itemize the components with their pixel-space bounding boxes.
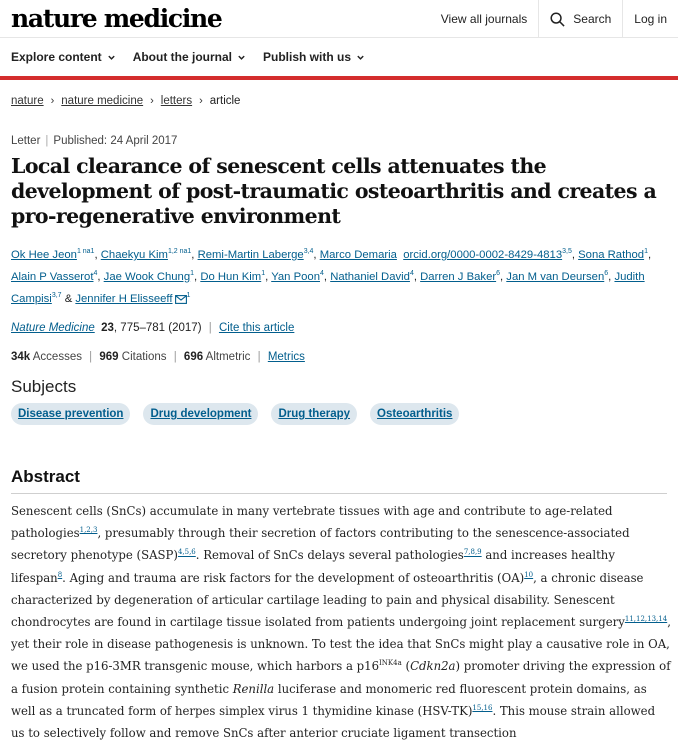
author-ampersand: & [64,293,73,305]
subject-chips [11,403,472,425]
abstract-heading: Abstract [11,467,80,486]
nav-explore-content[interactable] [11,50,116,64]
accesses-label: Accesses [32,351,82,363]
author-affiliation[interactable]: 1 [261,270,266,278]
reference-link[interactable]: 7,8,9 [463,548,482,557]
article-title: Local clearance of senescent cells attenuates the development of post-traumatic osteoarthritis and creates a pro-regenerative environment [11,154,657,228]
author-link[interactable]: Darren J Baker [420,271,497,283]
journal-pages: , 775–781 (2017) [113,322,202,334]
author-link[interactable]: Ok Hee Jeon [11,249,77,261]
author-link[interactable]: Jennifer H Elisseeff [75,293,173,305]
author-link[interactable]: Chaekyu Kim [100,249,168,261]
author-link[interactable]: Jan M van Deursen [506,271,605,283]
altmetric-count: 696 [183,351,204,363]
chevron-down-icon [356,53,365,62]
top-header [0,0,678,38]
reference-link[interactable]: 1,2,3 [79,526,98,535]
subject-chip-drug-therapy[interactable]: Drug therapy [271,403,357,425]
author-link[interactable]: Judith Campisi [11,271,645,305]
article-meta: Letter | Published: 24 April 2017 [11,135,178,147]
orcid-link[interactable]: orcid.org/0000-0002-8429-4813 [403,249,563,261]
reference-link[interactable]: 15,16 [472,703,493,712]
search-icon [550,12,565,27]
citations-label: Citations [121,351,167,363]
author-affiliation[interactable]: 4 [409,270,414,278]
author-affiliation[interactable]: 4 [93,270,98,278]
nav-about-journal[interactable] [133,50,246,64]
reference-link[interactable]: 11,12,13,14 [624,615,668,624]
nav-label: Publish with us [263,50,352,64]
author-affiliation[interactable]: 4 [320,270,324,278]
author-link[interactable]: Nathaniel David [330,271,410,283]
subject-chip-disease-prevention[interactable]: Disease prevention [11,403,130,425]
author-list: Ok Hee Jeon$^{1 na1}$, Chaekyu Kim$^{1,2 na1}$, Remi-Martin Laberge$^{3,4}$, Marco Demaria orcid.org/0000-0002-8429-4813$^{3,5}$, Sona Rathod$^1$, Alain P Vasserot$^4$, Jae Wook Chung$^1$, Do Hun Kim$^1$, Yan Poon$^4$, Nathaniel David$^4$, Darren J Baker$^6$, Jan M van Deursen$^6$, Judith Campisi$^{3,7}$ & Jennifer H Elisseeff $^1$ [11,248,652,305]
search-label: Search [573,12,612,26]
site-logo[interactable]: nature medicine [11,4,222,33]
chevron-down-icon [237,53,246,62]
author-affiliation[interactable]: 6 [604,270,609,278]
breadcrumb-nature[interactable]: nature [11,95,44,107]
breadcrumb-separator: › [199,95,203,107]
nav-publish-with-us[interactable] [263,50,365,64]
author-affiliation[interactable]: 3,5 [562,248,572,256]
metrics-link[interactable]: Metrics [267,351,305,363]
abstract-text: Senescent cells (SnCs) accumulate in many vertebrate tissues with age and contribute to age-related pathologies$^{1,2,3}$, presumably through their secretion of factors contributing to the senescence-associated secretory phenotype (SASP)$^{4,5,6}$. Removal of SnCs delays several pathologies$^{7,8,9}$ and increases healthy lifespan$^8$. Aging and trauma are risk factors for the development of osteoarthritis (OA)$^{10}$, a chronic disease characterized by degeneration of articular cartilage leading to pain and physical disability. Senescent chondrocytes are found in cartilage tissue isolated from patients undergoing joint replacement surgery$^{11,12,13,14}$, yet their role in disease pathogenesis is unknown. To test the idea that SnCs might play a causative role in OA, we used the p16-3MR transgenic mouse, which harbors a $p16^{INK4a}$ (Cdkn2a) promoter driving the expression of a fusion protein containing synthetic Renilla luciferase and monomeric red fluorescent protein domains, as well as a truncated form of herpes simplex virus 1 thymidine kinase (HSV-TK)$^{15,16}$. This mouse strain allowed us to selectively follow and remove SnCs after anterior cruciate ligament transection [11,504,671,741]
article-metrics: 34k Accesses | 969 Citations | 696 Altmetric | Metrics [11,351,305,363]
author-affiliation[interactable]: 1 [190,270,195,278]
author-link[interactable]: Do Hun Kim [200,271,262,283]
author-affiliation[interactable]: 3,4 [303,248,314,256]
author-affiliation[interactable]: 1 na1 [76,248,95,256]
abstract-divider [11,493,667,494]
author-link[interactable]: Remi-Martin Laberge [197,249,304,261]
search-button[interactable] [538,0,622,38]
subject-chip-osteoarthritis[interactable]: Osteoarthritis [370,403,459,425]
author-affiliation[interactable]: 1 [186,292,191,300]
header-actions [430,0,678,38]
accesses-count: 34k [11,351,31,363]
reference-link[interactable]: 4,5,6 [177,548,196,557]
breadcrumb-separator: › [50,95,55,107]
author-link[interactable]: Sona Rathod [578,249,645,261]
breadcrumb-nature-medicine[interactable]: nature medicine [61,95,144,107]
gene-superscript: INK4a [379,659,402,668]
author-link[interactable]: Alain P Vasserot [11,271,94,283]
main-nav [0,38,678,80]
breadcrumb-separator: › [150,95,154,107]
author-affiliation[interactable]: 1,2 na1 [167,248,192,256]
citations-count: 969 [99,351,119,363]
author-link[interactable]: Yan Poon [271,271,320,283]
journal-volume: 23 [101,322,114,334]
published-date: Published: 24 April 2017 [53,135,178,147]
chevron-down-icon [107,53,116,62]
login-button[interactable]: Log in [622,0,678,38]
breadcrumb-current: article [209,95,241,107]
author-affiliation[interactable]: 1 [644,248,648,256]
author-link[interactable]: Jae Wook Chung [103,271,191,283]
article-type: Letter [11,135,41,147]
reference-link[interactable]: 8 [57,570,63,579]
reference-link[interactable]: 10 [524,570,534,579]
nav-label: Explore content [11,50,102,64]
breadcrumb [11,95,240,107]
breadcrumb-letters[interactable]: letters [160,95,193,107]
subjects-heading: Subjects [11,377,77,396]
journal-name[interactable]: Nature Medicine [11,322,95,334]
view-all-journals-link[interactable]: View all journals [440,12,528,26]
subject-chip-drug-development[interactable]: Drug development [143,403,258,425]
citation-line: Nature Medicine 23, 775–781 (2017) | Cite this article [11,322,295,334]
author-link[interactable]: Marco Demaria [319,249,397,261]
author-affiliation[interactable]: 3,7 [51,292,62,300]
nav-label: About the journal [132,50,233,64]
altmetric-label: Altmetric [205,351,251,363]
cite-article-link[interactable]: Cite this article [218,322,295,334]
author-affiliation[interactable]: 6 [496,270,501,278]
mail-icon[interactable] [175,295,187,304]
